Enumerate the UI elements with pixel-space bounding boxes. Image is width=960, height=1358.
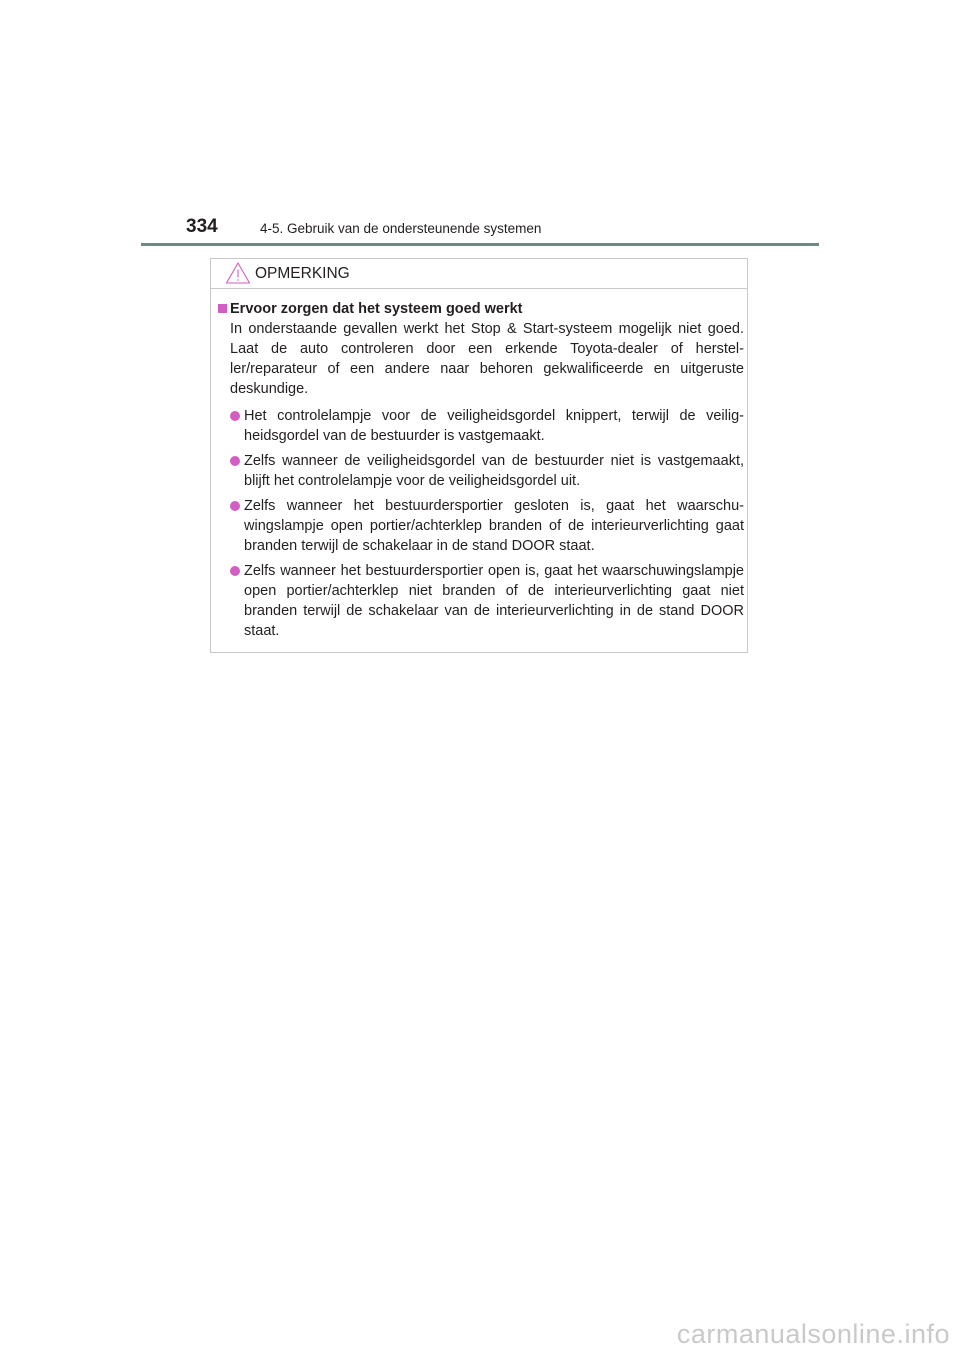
page-header bbox=[186, 216, 826, 242]
notice-box bbox=[210, 258, 748, 653]
list-item bbox=[218, 561, 744, 641]
list-item-text: Zelfs wanneer het bestuurdersportier gesloten is, gaat het waarschuwingslampje open portier/achterklep branden of de interieurverlichting gaat branden terwijl de schakelaar in de stand DOOR staat. bbox=[244, 498, 744, 554]
intro-paragraph: In onderstaande gevallen werkt het Stop & Start-systeem mogelijk niet goed. Laat de auto controleren door een erkende Toyota-dealer of hersteller/reparateur of een andere naar behoren gekwalificeerde en uitgeruste deskundige. bbox=[230, 321, 744, 397]
square-bullet-icon bbox=[218, 304, 227, 313]
header-divider bbox=[141, 243, 819, 246]
list-item-text: Zelfs wanneer de veiligheidsgordel van de bestuurder niet is vastgemaakt, blijft het controlelampje voor de veiligheidsgordel uit. bbox=[244, 453, 744, 489]
page-number: 334 bbox=[186, 216, 218, 237]
watermark: carmanualsonline.info bbox=[676, 1319, 950, 1349]
warning-triangle-icon bbox=[225, 261, 251, 285]
section-title: 4-5. Gebruik van de ondersteunende systemen bbox=[260, 221, 542, 236]
list-item bbox=[218, 451, 744, 491]
item-heading-text: Ervoor zorgen dat het systeem goed werkt bbox=[230, 301, 523, 317]
bullet-list bbox=[218, 406, 744, 641]
list-item bbox=[218, 406, 744, 446]
list-item-text: Het controlelampje voor de veiligheidsgordel knippert, terwijl de veiligheidsgordel van de bestuurder is vastgemaakt. bbox=[244, 408, 744, 444]
dot-bullet-icon bbox=[230, 411, 240, 421]
list-item-text: Zelfs wanneer het bestuurdersportier open is, gaat het waarschuwingslampje open portier/achterklep niet branden of de interieurverlichting gaat niet branden terwijl de schakelaar van de interieurverlichting in de stand DOOR staat. bbox=[244, 563, 744, 639]
list-item bbox=[218, 496, 744, 556]
notice-body bbox=[218, 299, 744, 646]
item-heading bbox=[218, 299, 744, 319]
dot-bullet-icon bbox=[230, 501, 240, 511]
dot-bullet-icon bbox=[230, 566, 240, 576]
notice-header bbox=[211, 259, 747, 289]
notice-label: OPMERKING bbox=[255, 265, 350, 282]
dot-bullet-icon bbox=[230, 456, 240, 466]
